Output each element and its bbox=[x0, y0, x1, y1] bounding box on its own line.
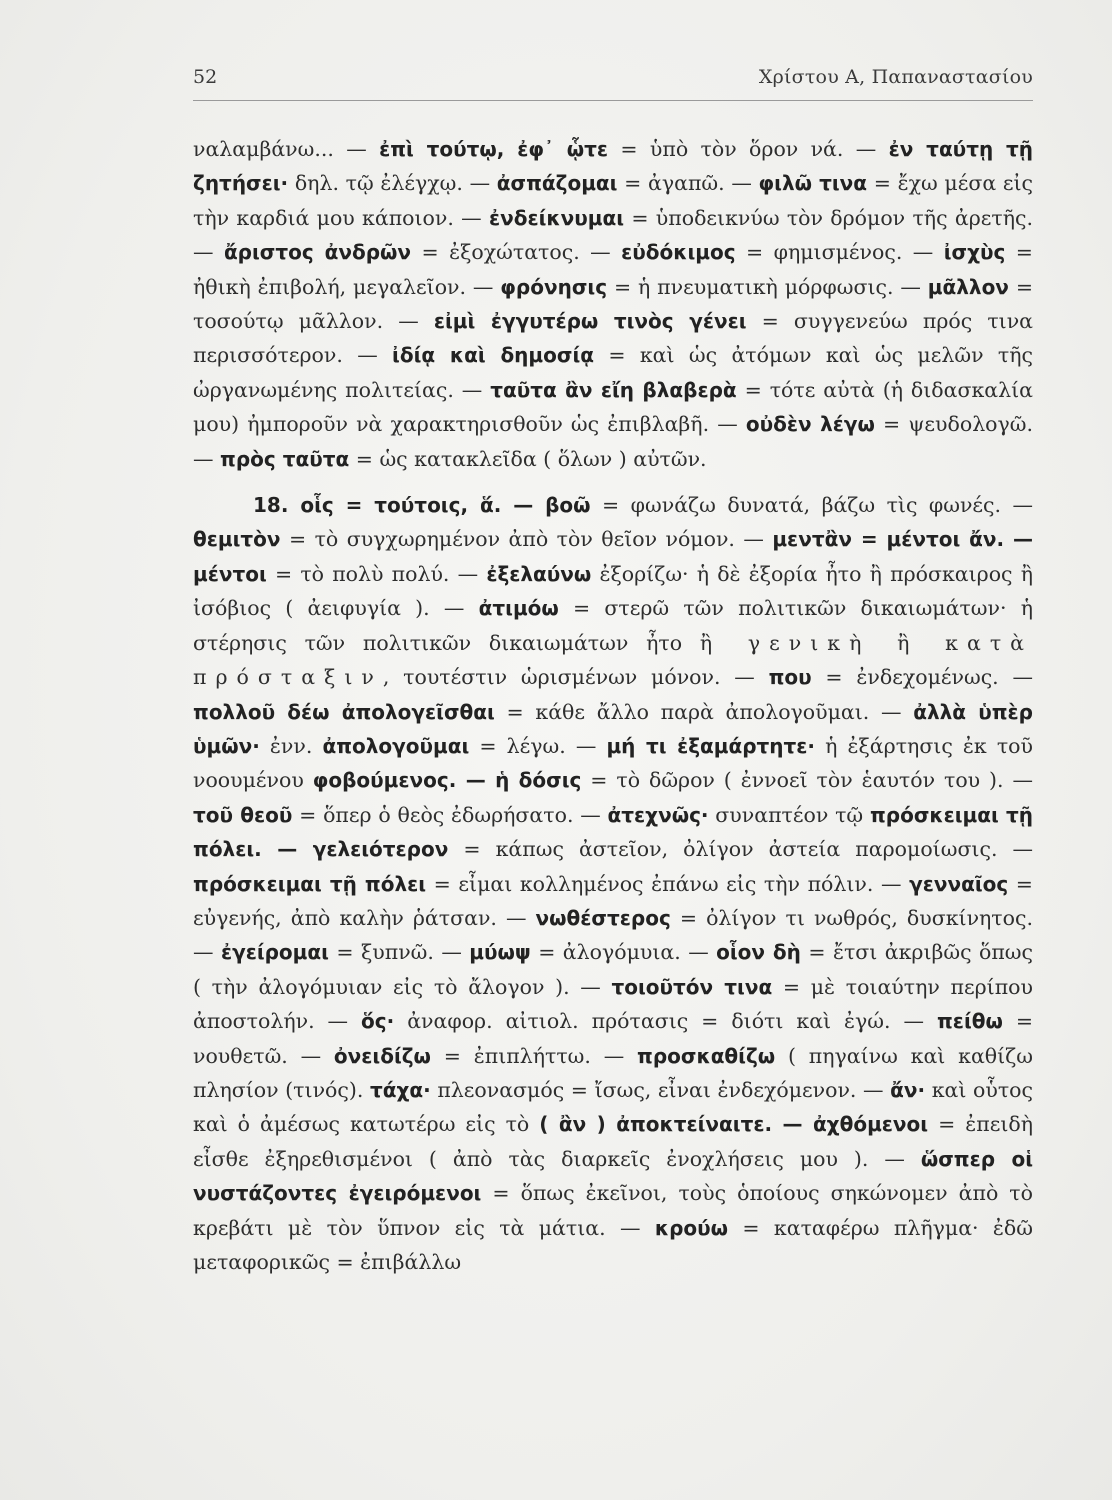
gloss-text: = ξυπνῶ. — bbox=[328, 940, 470, 965]
gloss-text: πλεονασμός = ἴσως, εἶναι ἐνδεχόμενον. — bbox=[430, 1077, 891, 1102]
lemma: οἷον δὴ bbox=[716, 940, 801, 965]
lemma: τοιοῦτόν τινα bbox=[611, 974, 773, 999]
running-head bbox=[193, 66, 1033, 100]
lemma: ( ἂν ) ἀποκτείναιτε. — ἀχθόμενοι bbox=[539, 1112, 929, 1137]
gloss-text: = τὸ πολὺ πολύ. — bbox=[266, 561, 487, 586]
lemma: τάχα· bbox=[369, 1077, 431, 1102]
commentary-paragraph-1 bbox=[193, 132, 1033, 476]
gloss-text: = ψευδολογῶ. — bbox=[193, 412, 1034, 471]
lemma: ἐν ταύτῃ τῇ ζητήσει· bbox=[193, 137, 1033, 196]
lemma: κρούω bbox=[654, 1215, 729, 1240]
gloss-text: = φωνάζω δυνατά, βάζω τὶς φωνές. — bbox=[590, 493, 1034, 518]
lemma: ἀσπάζομαι bbox=[496, 171, 618, 196]
running-title: Χρίστου Α, Παπαναστασίου bbox=[758, 66, 1033, 88]
gloss-text: = ἐπειδὴ εἶσθε ἐξηρεθισμένοι ( ἀπὸ τὰς διαρκεῖς ἐνοχλήσεις μου ). — bbox=[193, 1112, 1033, 1171]
gloss-text: = κάθε ἄλλο παρὰ ἀπολογοῦμαι. — bbox=[494, 699, 914, 724]
lemma: φοβούμενος. — ἡ δόσις bbox=[312, 768, 582, 793]
gloss-text: = κάπως ἀστεῖον, ὀλίγον ἀστεία παρομοίωσις. — bbox=[448, 837, 1033, 862]
gloss-text: = εἶμαι κολλημένος ἐπάνω εἰς τὴν πόλιν. — bbox=[426, 871, 910, 896]
gloss-text: ναλαμβάνω... — bbox=[193, 137, 380, 161]
lemma: ταῦτα ἂν εἴη βλαβερὰ bbox=[490, 377, 737, 402]
lemma: ἀτεχνῶς· bbox=[607, 802, 709, 827]
gloss-text: = στερῶ τῶν πολιτικῶν δικαιωμάτων· ἡ στέρησις τῶν πολιτικῶν δικαιωμάτων ἦτο bbox=[193, 596, 1033, 655]
gloss-text: = ἠθικὴ ἐπιβολή, μεγαλεῖον. — bbox=[193, 240, 1033, 299]
gloss-text: = ὀλίγον τι νωθρός, δυσκίνητος. — bbox=[193, 905, 1033, 965]
lemma: μεντἂν = μέντοι ἄν. — μέντοι bbox=[193, 527, 1033, 586]
gloss-text: = ἀγαπῶ. — bbox=[617, 171, 759, 196]
gloss-text: = ἀλογόμυια. — bbox=[530, 940, 717, 965]
lemma: ἐπὶ τούτῳ, ἐφ᾽ ᾧτε bbox=[379, 137, 609, 161]
lemma: προσκαθίζω bbox=[637, 1043, 776, 1068]
gloss-text: = ἐνδεχομένως. — bbox=[811, 665, 1033, 690]
lemma: ἄριστος ἀνδρῶν bbox=[223, 240, 412, 265]
lemma: πολλοῦ δέω ἀπολογεῖσθαι bbox=[193, 699, 495, 724]
lemma: πρὸς ταῦτα bbox=[220, 446, 350, 471]
gloss-text: = ἔτσι ἀκριβῶς ὅπως ( τὴν ἀλογόμυιαν εἰς τὸ ἄλογον ). — bbox=[193, 940, 1033, 999]
lemma: ἀλλὰ ὑπὲρ ὑμῶν· bbox=[193, 699, 1033, 758]
gloss-text: ἐξορίζω· ἡ δὲ ἐξορία ἦτο ἢ πρόσκαιρος ἢ ἰσόβιος ( ἀειφυγία ). — bbox=[193, 561, 1033, 621]
gloss-text: συναπτέον τῷ bbox=[708, 802, 870, 827]
gloss-text: = τὸ συγχωρημένον ἀπὸ τὸν θεῖον νόμον. — bbox=[280, 527, 773, 552]
gloss-text: καὶ οὗτος καὶ ὁ ἀμέσως κατωτέρω εἰς τὸ bbox=[193, 1077, 1033, 1137]
gloss-text: = τοσούτῳ μᾶλλον. — bbox=[193, 274, 1033, 334]
gloss-text: = ἔχω μέσα εἰς τὴν καρδιά μου κάποιον. — bbox=[193, 171, 1034, 230]
lemma: ἄν· bbox=[890, 1077, 926, 1102]
commentary-paragraph-2 bbox=[193, 488, 1033, 1279]
lemma: ἰσχὺς bbox=[943, 240, 1006, 265]
lemma: ὥσπερ οἱ νυστάζοντες ἐγειρόμενοι bbox=[193, 1146, 1033, 1206]
lemma: μᾶλλον bbox=[927, 274, 1009, 299]
lemma: τοῦ θεοῦ bbox=[193, 802, 293, 827]
gloss-text: = καταφέρω πλῆγμα· ἐδῶ μεταφορικῶς = ἐπιβάλλω bbox=[193, 1215, 1033, 1274]
gloss-text: = φημισμένος. — bbox=[735, 240, 944, 265]
lemma: γενναῖος bbox=[909, 871, 1009, 896]
lemma: πείθω bbox=[936, 1009, 1003, 1034]
lemma: νωθέστερος bbox=[535, 905, 671, 930]
lemma: εἰμὶ ἐγγυτέρω τινὸς γένει bbox=[433, 309, 747, 334]
gloss-text: ἐνν. bbox=[259, 733, 323, 758]
gloss-text: = λέγω. — bbox=[469, 733, 607, 758]
lemma: οὐδὲν λέγω bbox=[745, 412, 875, 437]
gloss-text: ( πηγαίνω καὶ καθίζω πλησίον (τινός). bbox=[193, 1043, 1034, 1102]
lemma: εὐδόκιμος bbox=[621, 240, 736, 265]
lemma: που bbox=[768, 665, 812, 690]
header-rule bbox=[193, 100, 1033, 101]
gloss-text: = μὲ τοιαύτην περίπου ἀποστολήν. — bbox=[193, 974, 1033, 1034]
gloss-text: = ὅπερ ὁ θεὸς ἐδωρήσατο. — bbox=[292, 802, 608, 827]
gloss-text: = συγγενεύω πρός τινα περισσότερον. — bbox=[193, 309, 1034, 368]
lemma: ἐγείρομαι bbox=[220, 940, 329, 965]
gloss-text: = εὐγενής, ἀπὸ καλὴν ῥάτσαν. — bbox=[193, 871, 1033, 930]
gloss-text: ἡ ἐξάρτησις ἐκ τοῦ νοουμένου bbox=[193, 733, 1033, 793]
gloss-text: = καὶ ὡς ἀτόμων καὶ ὡς μελῶν τῆς ὠργανωμένης πολιτείας. — bbox=[193, 343, 1033, 402]
lemma: ὀνειδίζω bbox=[333, 1043, 431, 1068]
lemma: μή τι ἐξαμάρτητε· bbox=[606, 733, 816, 758]
lemma: πρόσκειμαι τῇ πόλει bbox=[193, 871, 427, 896]
lemma: ὅς· bbox=[361, 1009, 395, 1034]
commentary-body bbox=[193, 132, 1033, 1279]
lemma: φιλῶ τινα bbox=[758, 171, 868, 196]
lemma: ἐξελαύνω bbox=[486, 561, 592, 586]
gloss-text: δηλ. τῷ ἐλέγχῳ. — bbox=[288, 171, 497, 196]
gloss-text: = ἐξοχώτατος. — bbox=[411, 240, 622, 265]
lemma: ἀπολογοῦμαι bbox=[322, 733, 470, 758]
gloss-text: = ἡ πνευματικὴ μόρφωσις. — bbox=[607, 274, 928, 299]
gloss-text: = ὅπως ἐκεῖνοι, τοὺς ὁποίους σηκώνομεν ἀπὸ τὸ κρεβάτι μὲ τὸν ὕπνον εἰς τὰ μάτια. — bbox=[193, 1181, 1033, 1240]
gloss-text: = ὑποδεικνύω τὸν δρόμον τῆς ἀρετῆς. — bbox=[193, 205, 1033, 265]
lemma: πρόσκειμαι τῇ πόλει. — γελειότερον bbox=[193, 802, 1034, 862]
gloss-text: = ὑπὸ τὸν ὅρον νά. — bbox=[608, 137, 889, 161]
lemma: 18. οἷς = τούτοις, ἅ. — βοῶ bbox=[253, 493, 591, 518]
lemma: ἀτιμόω bbox=[478, 596, 559, 621]
gloss-text: = τὸ δῶρον ( ἐννοεῖ τὸν ἑαυτόν του ). — bbox=[581, 768, 1033, 793]
page-number: 52 bbox=[193, 66, 218, 88]
lemma: ἰδίᾳ καὶ δημοσίᾳ bbox=[392, 343, 594, 368]
gloss-text: ἀναφορ. αἰτιολ. πρότασις = διότι καὶ ἐγώ. — bbox=[394, 1009, 937, 1034]
lemma: μύωψ bbox=[469, 940, 531, 965]
gloss-text: , τουτέστιν ὡρισμένων μόνον. — bbox=[382, 665, 769, 690]
lemma: ἐνδείκνυμαι bbox=[489, 205, 625, 230]
gloss-text: = ἐπιπλήττω. — bbox=[430, 1043, 638, 1068]
gloss-text: = τότε αὐτὰ (ἡ διδασκαλία μου) ἠμποροῦν νὰ χαρακτηρισθοῦν ὡς ἐπιβλαβῆ. — bbox=[193, 377, 1034, 437]
spaced-emphasis: ἢ γενικὴ ἢ κατὰ πρόσταξιν bbox=[193, 630, 1034, 690]
gloss-text: = νουθετῶ. — bbox=[193, 1009, 1034, 1068]
lemma: φρόνησις bbox=[500, 274, 608, 299]
lemma: θεμιτὸν bbox=[193, 527, 281, 552]
gloss-text: = ὡς κατακλεῖδα ( ὅλων ) αὐτῶν. bbox=[349, 446, 707, 471]
